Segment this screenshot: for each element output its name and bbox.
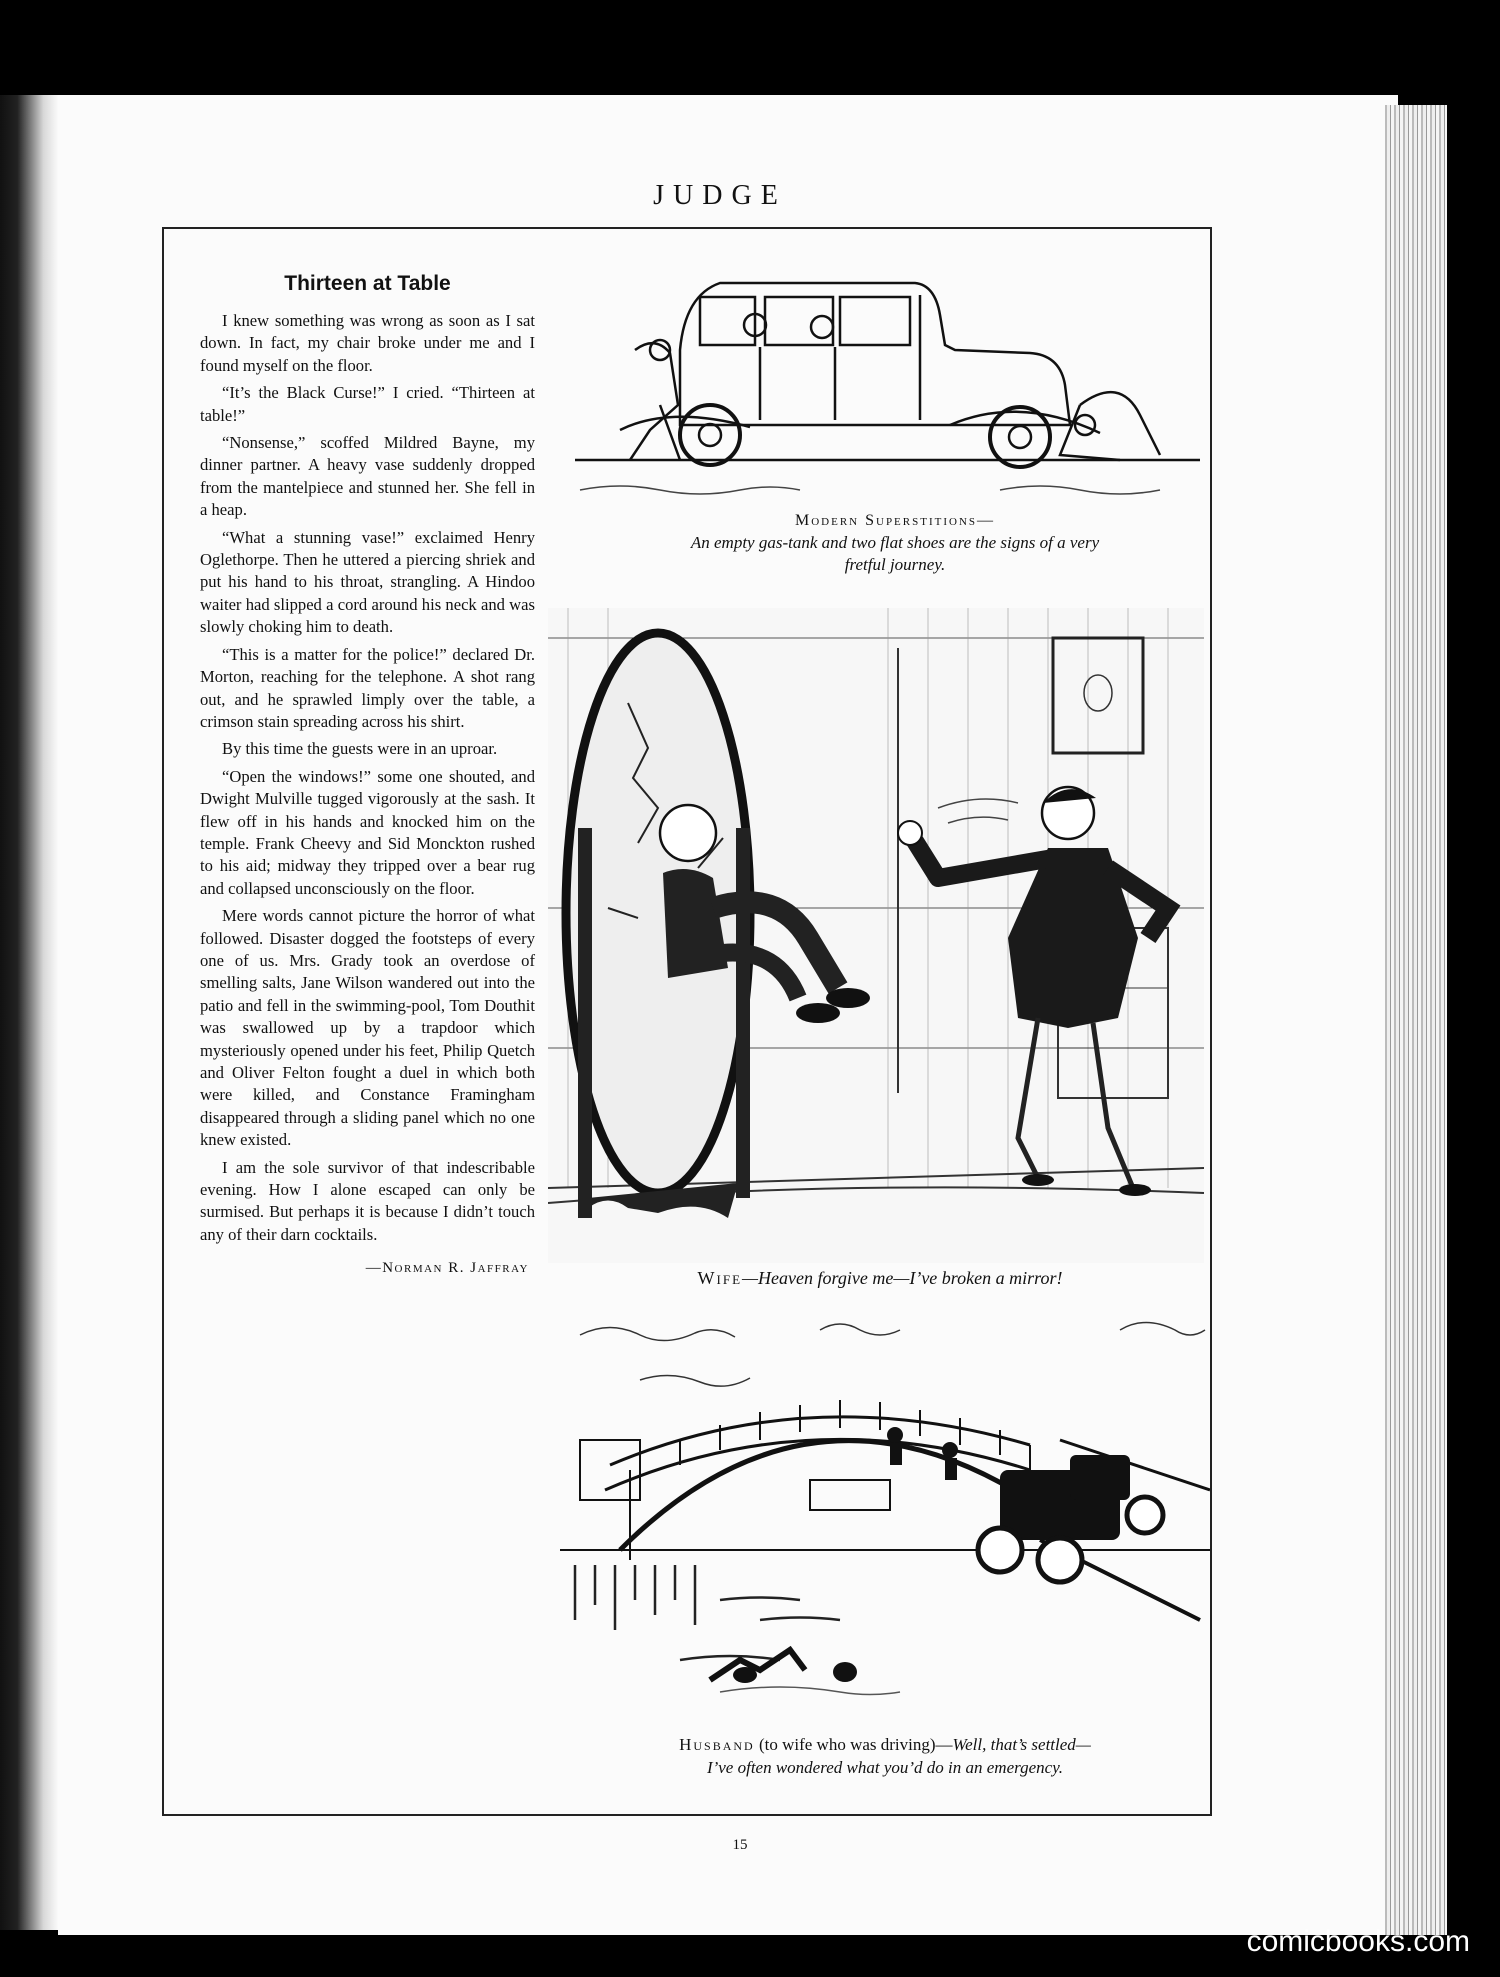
cartoon-mirror-caption-text: —Heaven forgive me—I’ve broken a mirror! [742, 1268, 1063, 1288]
cartoon-car-illustration [560, 255, 1220, 515]
cartoon-bridge-caption [560, 1733, 1210, 1779]
watermark-text: comicbooks.com [1246, 1925, 1470, 1958]
article [200, 272, 535, 1277]
cartoon-bridge-illustration [560, 1300, 1210, 1730]
cartoon-car-caption-line1: An empty gas-tank and two flat shoes are the signs of a very [690, 533, 1100, 552]
article-paragraph: By this time the guests were in an uproar. [222, 739, 498, 759]
article-title: Thirteen at Table [284, 272, 451, 295]
article-paragraph: “Nonsense,” scoffed Mildred Bayne, my dinner partner. A heavy vase suddenly dropped from the mantelpiece and stunned her. She fell in a heap. [200, 433, 535, 520]
article-byline: —Norman R. Jaffray [365, 1260, 529, 1277]
article-paragraph: Mere words cannot picture the horror of what followed. Disaster dogged the footsteps of every one of us. Mrs. Grady took an overdose of smelling salts, Jane Wilson wandered out into the patio and fell in the swimming-pool, Tom Douthit was swallowed up by a trapdoor which mysteriously opened under his feet, Philip Quetch and Oliver Felton fought a duel in which both were killed, and Constance Framingham disappeared through a sliding panel which no one knew existed. [200, 906, 535, 1150]
article-paragraph: “It’s the Black Curse!” I cried. “Thirteen at table!” [200, 383, 535, 425]
cartoon-bridge-caption-line2: I’ve often wondered what you’d do in an emergency. [706, 1758, 1064, 1777]
page-number: 15 [732, 1837, 748, 1853]
cartoon-car-caption [565, 510, 1225, 576]
article-paragraph: “Open the windows!” some one shouted, and Dwight Mulville tugged vigorously at the sash. It flew off in his hands and knocked him on the temple. Frank Cheevy and Sid Monckton rushed to his aid; midway they tripped over a bear rug and collapsed unconsciously on the floor. [200, 766, 535, 898]
cartoon-car-caption-line2: fretful journey. [844, 555, 946, 574]
cartoon-mirror-caption [560, 1268, 1200, 1289]
page-edges [1385, 105, 1447, 1935]
cartoon-mirror-caption-lead: Wife [697, 1268, 743, 1288]
cartoon-mirror-illustration [548, 608, 1204, 1263]
article-paragraph: “This is a matter for the police!” declared Dr. Morton, reaching for the telephone. A shot rang out, and he sprawled limply over the table, a crimson stain spreading across his shirt. [200, 644, 535, 731]
masthead: JUDGE [653, 180, 787, 211]
cartoon-bridge-caption-paren: (to wife who was driving)— [754, 1735, 953, 1754]
book-spine [0, 95, 58, 1930]
article-paragraph: I knew something was wrong as soon as I sat down. In fact, my chair broke under me and I found myself on the floor. [200, 311, 535, 375]
cartoon-bridge-caption-lead: Husband [679, 1735, 755, 1754]
cartoon-bridge-caption-line1: Well, that’s settled— [952, 1735, 1091, 1754]
article-paragraph: “What a stunning vase!” exclaimed Henry Oglethorpe. Then he uttered a piercing shriek and put his hand to his throat, strangling. A Hindoo waiter had slipped a cord around his neck and was slowly choking him to death. [200, 527, 535, 637]
cartoon-car-caption-lead: Modern Superstitions— [794, 512, 996, 529]
article-paragraph: I am the sole survivor of that indescribable evening. How I alone escaped can only be surmised. But perhaps it is because I didn’t touch any of their darn cocktails. [200, 1157, 535, 1244]
